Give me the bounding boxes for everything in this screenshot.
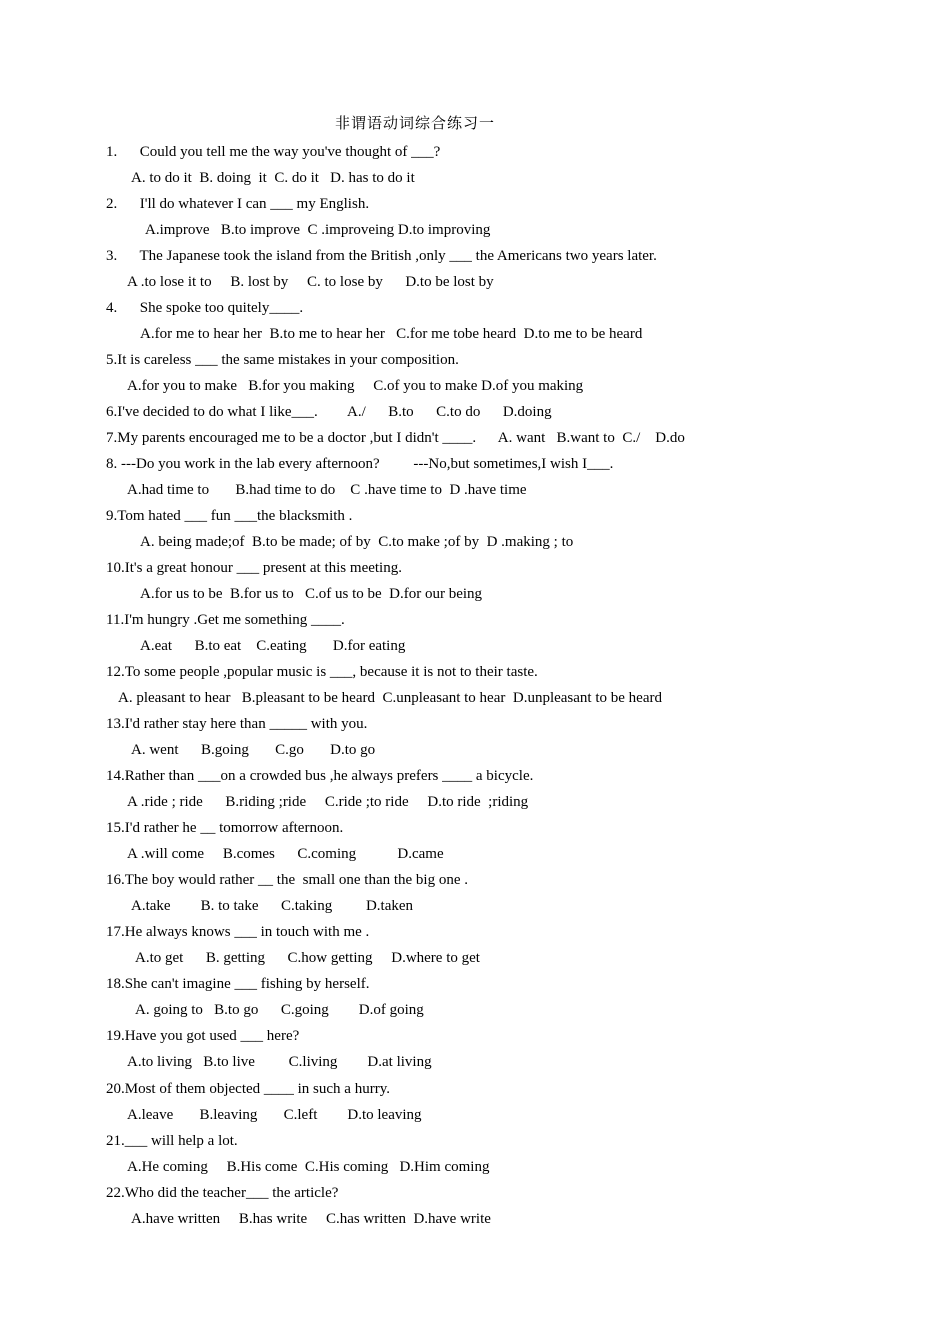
question-text: 12.To some people ,popular music is ___, because it is not to their taste. (106, 664, 538, 680)
question-text: 1. Could you tell me the way you've thought of ___? (106, 144, 441, 160)
answer-options: A.had time to B.had time to do C .have time to D .have time (127, 482, 527, 498)
answer-options: A.have written B.has write C.has written D.have write (131, 1211, 491, 1227)
question-text: 21.___ will help a lot. (106, 1133, 238, 1149)
answer-options: A.He coming B.His come C.His coming D.Him coming (127, 1159, 490, 1175)
question-text: 10.It's a great honour ___ present at this meeting. (106, 560, 402, 576)
question-text: 18.She can't imagine ___ fishing by herself. (106, 976, 370, 992)
question-text: 6.I've decided to do what I like___. A./ B.to C.to do D.doing (106, 404, 552, 420)
answer-options: A.leave B.leaving C.left D.to leaving (127, 1107, 422, 1123)
question-text: 13.I'd rather stay here than _____ with you. (106, 716, 368, 732)
page-title: 非谓语动词综合练习一 (334, 116, 495, 132)
question-text: 9.Tom hated ___ fun ___the blacksmith . (106, 508, 353, 524)
answer-options: A. being made;of B.to be made; of by C.to make ;of by D .making ; to (140, 534, 574, 550)
answer-options: A. went B.going C.go D.to go (131, 742, 376, 758)
question-text: 5.It is careless ___ the same mistakes in your composition. (106, 352, 459, 368)
answer-options: A.to living B.to live C.living D.at living (127, 1054, 432, 1070)
question-text: 15.I'd rather he __ tomorrow afternoon. (106, 820, 344, 836)
answer-options: A .ride ; ride B.riding ;ride C.ride ;to ride D.to ride ;riding (127, 794, 529, 810)
answer-options: A.to get B. getting C.how getting D.where to get (135, 950, 480, 966)
question-text: 4. She spoke too quitely____. (106, 300, 304, 316)
question-text: 20.Most of them objected ____ in such a hurry. (106, 1081, 390, 1097)
answer-options: A.for me to hear her B.to me to hear her C.for me tobe heard D.to me to be heard (140, 326, 643, 342)
question-text: 19.Have you got used ___ here? (106, 1028, 300, 1044)
question-text: 3. The Japanese took the island from the British ,only ___ the Americans two years later. (106, 248, 657, 264)
answer-options: A .to lose it to B. lost by C. to lose by D.to be lost by (127, 274, 494, 290)
question-text: 17.He always knows ___ in touch with me . (106, 924, 370, 940)
question-text: 2. I'll do whatever I can ___ my English. (106, 196, 370, 212)
question-text: 8. ---Do you work in the lab every afternoon? ---No,but sometimes,I wish I___. (106, 456, 614, 472)
answer-options: A. going to B.to go C.going D.of going (135, 1002, 424, 1018)
answer-options: A. to do it B. doing it C. do it D. has to do it (131, 170, 415, 186)
question-text: 16.The boy would rather __ the small one than the big one . (106, 872, 468, 888)
answer-options: A.improve B.to improve C .improveing D.to improving (145, 222, 491, 238)
answer-options: A. pleasant to hear B.pleasant to be heard C.unpleasant to hear D.unpleasant to be heard (118, 690, 662, 706)
answer-options: A.for us to be B.for us to C.of us to be D.for our being (140, 586, 483, 602)
question-text: 22.Who did the teacher___ the article? (106, 1185, 339, 1201)
answer-options: A.eat B.to eat C.eating D.for eating (140, 638, 406, 654)
question-text: 11.I'm hungry .Get me something ____. (106, 612, 345, 628)
answer-options: A .will come B.comes C.coming D.came (127, 846, 444, 862)
answer-options: A.for you to make B.for you making C.of you to make D.of you making (127, 378, 584, 394)
question-text: 7.My parents encouraged me to be a doctor ,but I didn't ____. A. want B.want to C./ D.do (106, 430, 685, 446)
answer-options: A.take B. to take C.taking D.taken (131, 898, 414, 914)
question-text: 14.Rather than ___on a crowded bus ,he always prefers ____ a bicycle. (106, 768, 534, 784)
